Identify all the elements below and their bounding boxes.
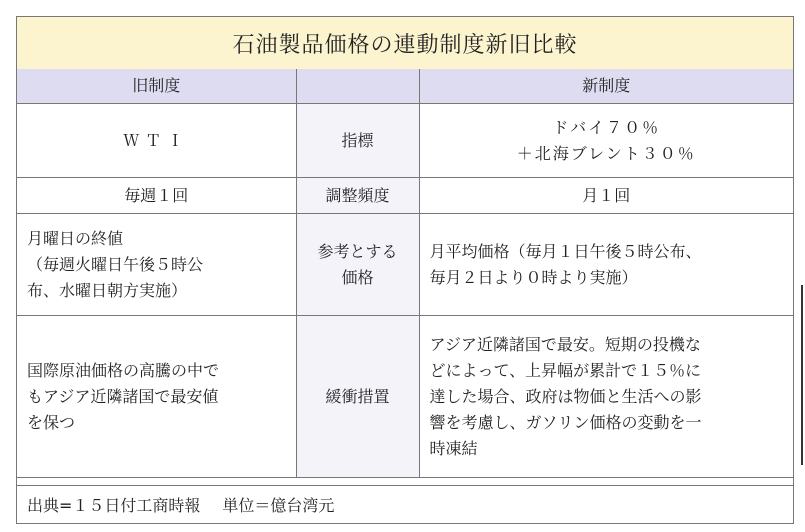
- old-reference-line3: 布、水曜日朝方実施）: [27, 280, 188, 300]
- row-reference-price: [17, 214, 793, 316]
- header-new: 新制度: [419, 69, 793, 104]
- header-old: 旧制度: [17, 69, 296, 104]
- new-buffer-line5: 時凍結: [429, 438, 478, 458]
- old-buffer-line2: もアジア近隣諸国で最安値: [27, 386, 219, 406]
- header-middle: [296, 69, 419, 104]
- new-buffer-line1: アジア近隣諸国で最安。短期の投機な: [429, 334, 701, 354]
- comparison-table: [17, 69, 793, 478]
- new-reference-line2: 毎月２日より０時より実施）: [429, 267, 638, 287]
- unit-note: 単位＝億台湾元: [222, 496, 335, 515]
- new-frequency: 月１回: [419, 178, 793, 214]
- new-buffer-measure: [419, 316, 793, 478]
- comparison-table-frame: [16, 16, 794, 524]
- old-reference-line2: （毎週火曜日午後５時公: [27, 254, 204, 274]
- new-reference-line1: 月平均価格（毎月１日午後５時公布、: [429, 241, 702, 261]
- old-indicator: ＷＴＩ: [17, 104, 296, 178]
- label-reference-line2: 価格: [341, 267, 374, 287]
- old-buffer-measure: [17, 316, 296, 478]
- label-reference-price: [296, 214, 419, 316]
- label-reference-line1: 参考とする: [317, 241, 398, 261]
- page-edge-line: [801, 285, 803, 465]
- new-indicator-line1: ドバイ７０％: [552, 117, 661, 137]
- new-indicator: [419, 104, 793, 178]
- new-buffer-line4: 響を考慮し、ガソリン価格の変動を一: [429, 412, 702, 432]
- old-frequency: 毎週１回: [17, 178, 296, 214]
- row-buffer-measure: [17, 316, 793, 478]
- new-buffer-line3: 達した場合、政府は物価と生活への影: [429, 386, 702, 406]
- new-reference-price: [419, 214, 793, 316]
- table-title: 石油製品価格の連動制度新旧比較: [17, 17, 793, 70]
- new-buffer-line2: どによって、上昇幅が累計で１５％に: [429, 360, 702, 380]
- label-indicator: 指標: [296, 104, 419, 178]
- source-note: 出典=１５日付工商時報: [27, 496, 201, 515]
- row-indicator: [17, 104, 793, 178]
- new-indicator-line2: ＋北海ブレント３０％: [516, 143, 696, 163]
- old-buffer-line3: を保つ: [27, 412, 76, 432]
- old-reference-line1: 月曜日の終値: [27, 228, 124, 248]
- label-buffer-measure: 緩衝措置: [296, 316, 419, 478]
- old-reference-price: [17, 214, 296, 316]
- old-buffer-line1: 国際原油価格の高騰の中で: [27, 360, 220, 380]
- header-row: [17, 69, 793, 104]
- row-frequency: [17, 178, 793, 214]
- label-frequency: 調整頻度: [296, 178, 419, 214]
- table-footer: [17, 485, 793, 523]
